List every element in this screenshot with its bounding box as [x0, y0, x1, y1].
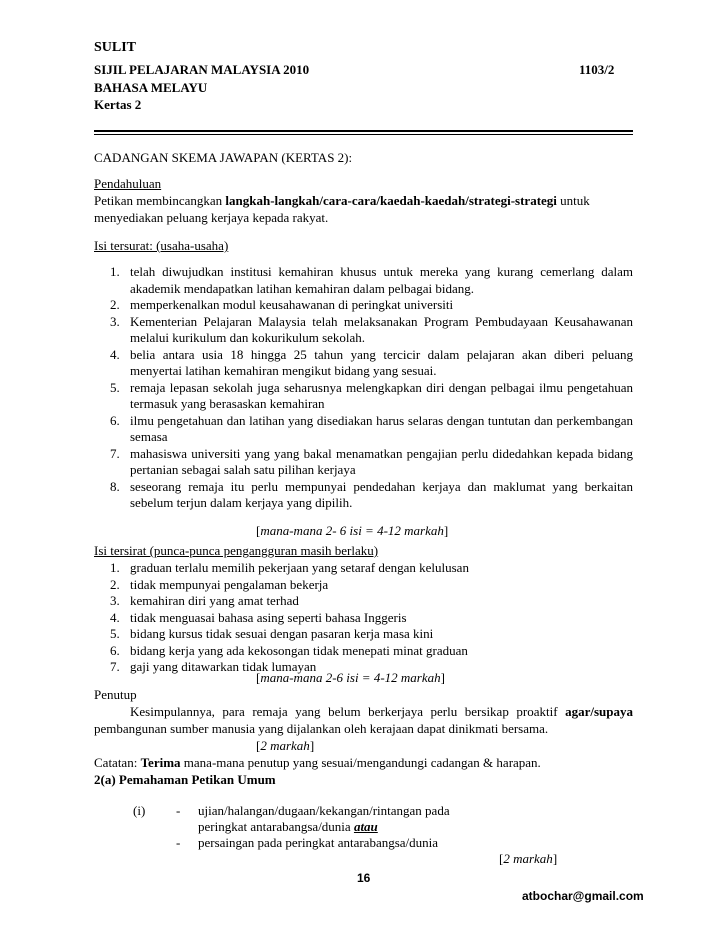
intro-text-pre: Petikan membincangkan: [94, 193, 226, 208]
catatan-text: mana-mana penutup yang sesuai/mengandungi cadangan & harapan.: [180, 755, 541, 770]
penutup-text-pre: Kesimpulannya, para remaja yang belum berkerjaya perlu bersikap proaktif: [130, 704, 566, 719]
exam-title: SIJIL PELAJARAN MALAYSIA 2010: [94, 62, 310, 77]
catatan-line: [94, 755, 541, 771]
list-item: [94, 560, 633, 577]
q2-mark: [2 markah]: [499, 851, 558, 866]
list-item-number: 8.: [110, 478, 120, 494]
list-item-text: kemahiran diri yang amat terhad: [130, 593, 299, 608]
list-item: [94, 413, 633, 446]
intro-text-post: untuk: [556, 193, 590, 208]
list-item-text: seseorang remaja itu perlu mempunyai pendedahan kerjaya dan maklumat yang berkaitan sebelum terjun dalam kerjaya yang dipilih.: [130, 478, 633, 510]
subject-name: BAHASA MELAYU: [94, 80, 208, 95]
intro-heading: Pendahuluan: [94, 176, 162, 191]
list-item-text: belia antara usia 18 hingga 25 tahun yang tercicir dalam pelajaran akan diberi peluang menyertai latihan kemahiran mengikut bidang yang sesuai.: [130, 346, 633, 378]
tersurat-heading: Isi tersurat: (usaha-usaha): [94, 238, 229, 253]
scheme-title: CADANGAN SKEMA JAWAPAN (KERTAS 2):: [94, 150, 353, 165]
list-item-text: Kementerian Pelajaran Malaysia telah melaksanakan Program Pembudayaan Keusahawanan melalui kurikulum dan kokurikulum sekolah.: [130, 313, 633, 345]
tersirat-heading: Isi tersirat (punca-punca pengangguran masih berlaku): [94, 543, 379, 558]
list-item-text: telah diwujudkan institusi kemahiran khusus untuk mereka yang kurang cemerlang dalam akademik mendapatkan latihan kemahiran dalam pelbagai bidang.: [130, 264, 633, 296]
penutup-mark: [2 markah]: [256, 738, 315, 753]
tersirat-mark: [mana-mana 2-6 isi = 4-12 markah]: [256, 670, 445, 685]
list-item-text: tidak menguasai bahasa asing seperti bahasa Inggeris: [130, 609, 407, 625]
list-item-number: 5.: [110, 626, 120, 641]
list-item-number: 7.: [110, 445, 120, 461]
penutup-mark-text: 2 markah: [260, 738, 310, 753]
intro-text-bold: langkah-langkah/cara-cara/kaedah-kaedah/strategi-strategi: [225, 193, 557, 208]
q2-dash-2: -: [176, 835, 181, 850]
list-item-number: 6.: [110, 412, 120, 428]
list-item-text: graduan terlalu memilih pekerjaan yang setaraf dengan kelulusan: [130, 560, 469, 575]
list-item-number: 5.: [110, 379, 120, 395]
list-item-number: 4.: [110, 346, 120, 362]
list-item: [94, 314, 633, 347]
q2-mark-text: 2 markah: [503, 851, 553, 866]
header-rule-thick: [94, 130, 633, 132]
list-item: [94, 479, 633, 512]
intro-line-1: [94, 193, 590, 209]
q2-dash-1: -: [176, 803, 181, 818]
paper-number: Kertas 2: [94, 97, 142, 112]
list-item: [94, 297, 633, 314]
q2-answer-line-2-text: peringkat antarabangsa/dunia: [198, 819, 354, 834]
tersurat-mark-text: mana-mana 2- 6 isi = 4-12 markah: [260, 523, 444, 538]
list-item-text: ilmu pengetahuan dan latihan yang disediakan harus selaras dengan tuntutan dan perkembangan semasa: [130, 412, 633, 444]
q2-answer-line-2: [198, 819, 378, 835]
penutup-line-1: [94, 704, 633, 721]
list-item: [94, 380, 633, 413]
tersirat-list: [94, 560, 633, 676]
tersurat-list: [94, 264, 633, 512]
q2-roman: (i): [133, 803, 146, 818]
list-item: [94, 347, 633, 380]
list-item-number: 3.: [110, 593, 120, 608]
list-item: [94, 593, 633, 610]
list-item-number: 1.: [110, 264, 120, 279]
list-item-text: mahasiswa universiti yang yang bakal menamatkan pengajian perlu didedahkan kepada bidang pertanian sebagai salah satu pilihan kerjaya: [130, 445, 633, 477]
list-item: [94, 610, 633, 627]
catatan-label: Catatan:: [94, 755, 141, 770]
list-item-number: 2.: [110, 297, 120, 312]
list-item-text: tidak mempunyai pengalaman bekerja: [130, 576, 329, 592]
list-item-text: gaji yang ditawarkan tidak lumayan: [130, 659, 317, 674]
footer-email: atbochar@gmail.com: [522, 889, 644, 903]
list-item-text: bidang kerja yang ada kekosongan tidak menepati minat graduan: [130, 642, 468, 658]
list-item-number: 1.: [110, 560, 120, 575]
list-item-number: 4.: [110, 609, 120, 625]
list-item: [94, 264, 633, 297]
list-item: [94, 626, 633, 643]
intro-line-2: menyediakan peluang kerjaya kepada rakyat.: [94, 210, 329, 225]
paper-code: 1103/2: [579, 62, 615, 77]
q2-answer-line-1: ujian/halangan/dugaan/kekangan/rintangan pada: [198, 803, 450, 818]
header-rule-thin: [94, 134, 633, 135]
penutup-line-2: pembangunan sumber manusia yang dijalankan oleh kerajaan dapat dinikmati bersama.: [94, 721, 549, 736]
q2-answer-line-3: persaingan pada peringkat antarabangsa/dunia: [198, 835, 439, 850]
list-item-number: 7.: [110, 659, 120, 674]
sulit-label: SULIT: [94, 40, 137, 55]
q2-atau: atau: [353, 819, 378, 834]
list-item-number: 2.: [110, 576, 120, 592]
tersurat-mark: [mana-mana 2- 6 isi = 4-12 markah]: [256, 523, 449, 538]
tersirat-mark-text: mana-mana 2-6 isi = 4-12 markah: [260, 670, 441, 685]
list-item-text: bidang kursus tidak sesuai dengan pasaran kerja masa kini: [130, 626, 434, 641]
list-item: [94, 577, 633, 594]
catatan-bold: Terima: [140, 755, 181, 770]
list-item: [94, 643, 633, 660]
list-item-text: memperkenalkan modul keusahawanan di peringkat universiti: [130, 297, 454, 312]
q2-heading: 2(a) Pemahaman Petikan Umum: [94, 772, 276, 787]
list-item-text: remaja lepasan sekolah juga seharusnya melengkapkan diri dengan pelbagai ilmu pengetahuan termasuk yang berasaskan kemahiran: [130, 379, 633, 411]
list-item: [94, 446, 633, 479]
page-number: 16: [357, 871, 371, 885]
penutup-text-bold: agar/supaya: [565, 704, 633, 719]
list-item-number: 3.: [110, 313, 120, 329]
penutup-heading: Penutup: [94, 687, 137, 702]
list-item-number: 6.: [110, 642, 120, 658]
